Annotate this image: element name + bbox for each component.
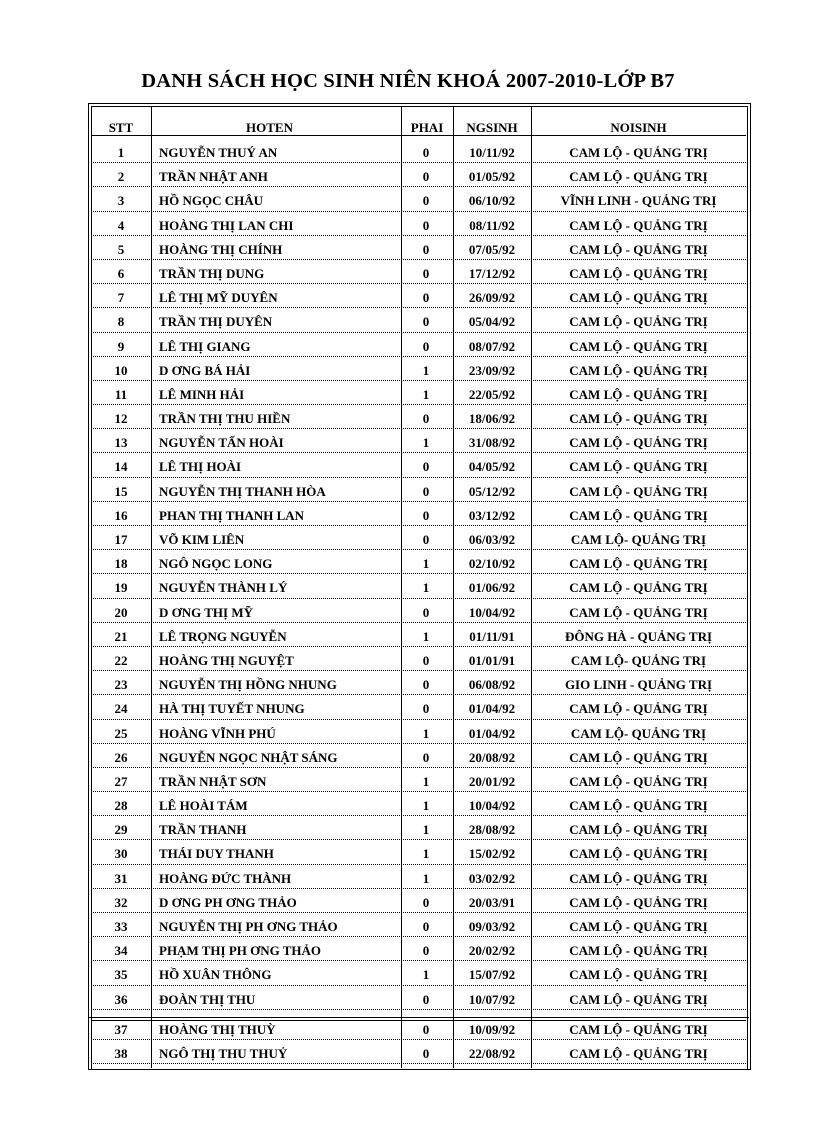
student-birthdate: 04/05/92 <box>468 459 516 475</box>
student-birthplace: ĐÔNG HÀ - QUẢNG TRỊ <box>564 628 713 644</box>
table-row <box>91 819 746 843</box>
student-gender: 1 <box>422 580 430 596</box>
dotted-leader <box>91 380 746 381</box>
dotted-leader <box>91 1063 746 1064</box>
dotted-leader <box>91 404 746 405</box>
student-gender: 0 <box>422 193 430 209</box>
dotted-leader <box>91 864 746 865</box>
student-name: NGÔ THỊ THU THUỶ <box>159 1045 288 1061</box>
table-row <box>91 166 746 190</box>
student-name: HOÀNG VĨNH PHÚ <box>159 725 276 741</box>
table-row <box>91 505 746 529</box>
table-row <box>91 650 746 674</box>
student-birthplace: CAM LỘ - QUẢNG TRỊ <box>569 241 708 257</box>
student-gender: 0 <box>422 1045 430 1061</box>
student-stt: 15 <box>114 483 128 499</box>
student-gender: 0 <box>422 338 430 354</box>
student-birthplace: CAM LỘ - QUẢNG TRỊ <box>569 991 708 1007</box>
student-gender: 0 <box>422 604 430 620</box>
student-gender: 1 <box>422 362 430 378</box>
table-row <box>91 311 746 335</box>
student-stt: 5 <box>117 241 125 257</box>
dotted-leader <box>91 1009 746 1010</box>
student-stt: 35 <box>114 967 128 983</box>
table-row <box>91 674 746 698</box>
student-stt: 20 <box>114 604 128 620</box>
student-birthdate: 01/06/92 <box>468 580 516 596</box>
student-birthplace: CAM LỘ- QUẢNG TRỊ <box>570 652 707 668</box>
student-birthdate: 10/04/92 <box>468 798 516 814</box>
table-row <box>91 456 746 480</box>
student-gender: 0 <box>422 1021 430 1037</box>
student-birthdate: 10/09/92 <box>468 1021 516 1037</box>
dotted-leader <box>91 477 746 478</box>
table-row <box>91 408 746 432</box>
table-row <box>91 892 746 916</box>
dotted-leader <box>91 598 746 599</box>
table-row <box>91 577 746 601</box>
student-name: HỒ XUÂN THÔNG <box>159 967 272 983</box>
student-birthplace: CAM LỘ - QUẢNG TRỊ <box>569 338 708 354</box>
dotted-leader <box>91 283 746 284</box>
dotted-leader <box>91 839 746 840</box>
table-row <box>91 529 746 553</box>
dotted-leader <box>91 646 746 647</box>
student-gender: 1 <box>422 967 430 983</box>
student-birthplace: CAM LỘ - QUẢNG TRỊ <box>569 411 708 427</box>
student-name: NGUYỄN TẤN HOÀI <box>159 435 284 451</box>
student-gender: 0 <box>422 894 430 910</box>
student-birthdate: 20/08/92 <box>468 749 516 765</box>
dotted-leader <box>91 332 746 333</box>
student-birthdate: 18/06/92 <box>468 411 516 427</box>
student-name: NGUYỄN THỊ THANH HÒA <box>159 483 326 499</box>
dotted-leader <box>91 743 746 744</box>
dotted-leader <box>91 767 746 768</box>
student-stt: 6 <box>117 265 125 281</box>
student-birthdate: 22/05/92 <box>468 386 516 402</box>
dotted-leader <box>91 501 746 502</box>
student-gender: 1 <box>422 556 430 572</box>
dotted-leader <box>91 670 746 671</box>
student-birthdate: 08/07/92 <box>468 338 516 354</box>
student-stt: 18 <box>114 556 128 572</box>
student-gender: 0 <box>422 701 430 717</box>
student-birthplace: CAM LỘ - QUẢNG TRỊ <box>569 435 708 451</box>
student-name: HOÀNG THỊ THUỲ <box>159 1021 276 1037</box>
table-row <box>91 1043 746 1067</box>
dotted-leader <box>91 259 746 260</box>
student-stt: 9 <box>117 338 125 354</box>
student-name: LÊ MINH HẢI <box>159 386 245 402</box>
student-name: D ƠNG BÁ HẢI <box>159 362 251 378</box>
dotted-leader <box>91 960 746 961</box>
student-gender: 1 <box>422 773 430 789</box>
table-row <box>91 747 746 771</box>
table-row <box>91 481 746 505</box>
student-gender: 0 <box>422 749 430 765</box>
student-birthdate: 26/09/92 <box>468 290 516 306</box>
student-name: TRẦN THỊ DUYÊN <box>159 314 273 330</box>
student-birthdate: 01/01/91 <box>468 652 516 668</box>
dotted-leader <box>91 791 746 792</box>
student-birthplace: CAM LỘ - QUẢNG TRỊ <box>569 507 708 523</box>
student-gender: 0 <box>422 241 430 257</box>
student-stt: 14 <box>114 459 128 475</box>
student-stt: 38 <box>114 1045 128 1061</box>
student-birthdate: 22/08/92 <box>468 1045 516 1061</box>
table-row <box>91 843 746 867</box>
student-stt: 11 <box>114 386 128 402</box>
student-stt: 37 <box>114 1021 128 1037</box>
student-name: LÊ HOÀI TÁM <box>159 798 248 814</box>
student-birthdate: 10/11/92 <box>469 145 515 160</box>
dotted-leader <box>91 573 746 574</box>
student-birthplace: CAM LỘ - QUẢNG TRỊ <box>569 604 708 620</box>
student-birthplace: CAM LỘ - QUẢNG TRỊ <box>569 846 708 862</box>
table-row <box>91 239 746 263</box>
student-name: TRẦN NHẬT SƠN <box>159 773 267 789</box>
student-stt: 24 <box>114 701 128 717</box>
student-birthplace: CAM LỘ - QUẢNG TRỊ <box>569 870 708 886</box>
student-birthdate: 06/10/92 <box>468 193 516 209</box>
student-stt: 26 <box>114 749 128 765</box>
student-stt: 34 <box>114 943 128 959</box>
student-name: D ƠNG THỊ MỸ <box>159 604 254 620</box>
dotted-leader <box>91 211 746 212</box>
table-row <box>91 626 746 650</box>
student-name: NGÔ NGỌC LONG <box>159 556 273 572</box>
student-stt: 25 <box>114 725 128 741</box>
student-stt: 33 <box>114 919 128 934</box>
header-phai: PHAI <box>410 120 444 135</box>
student-stt: 31 <box>114 870 128 886</box>
student-stt: 8 <box>117 314 125 330</box>
student-name: VÕ KIM LIÊN <box>159 532 245 547</box>
student-birthdate: 03/12/92 <box>468 507 516 523</box>
dotted-leader <box>91 936 746 937</box>
student-birthplace: CAM LỘ - QUẢNG TRỊ <box>569 217 708 233</box>
student-gender: 0 <box>422 943 430 959</box>
table-row <box>91 142 746 166</box>
table-row <box>91 190 746 214</box>
student-birthdate: 05/04/92 <box>468 314 516 330</box>
table-row <box>91 771 746 795</box>
table-row <box>91 989 746 1013</box>
student-name: TRẦN THỊ DUNG <box>159 265 265 281</box>
student-name: THÁI DUY THANH <box>159 846 274 862</box>
dotted-leader <box>91 428 746 429</box>
student-birthplace: GIO LINH - QUẢNG TRỊ <box>564 677 713 693</box>
dotted-leader <box>91 622 746 623</box>
table-row <box>91 263 746 287</box>
student-birthplace: CAM LỘ - QUẢNG TRỊ <box>569 1045 708 1061</box>
dotted-leader <box>91 888 746 889</box>
student-birthplace: CAM LỘ - QUẢNG TRỊ <box>569 967 708 983</box>
student-birthdate: 01/04/92 <box>468 725 516 741</box>
student-stt: 19 <box>114 580 128 596</box>
student-stt: 22 <box>114 652 128 668</box>
student-birthdate: 02/10/92 <box>468 556 516 572</box>
table-row <box>91 964 746 988</box>
student-name: HOÀNG THỊ NGUYỆT <box>159 652 294 668</box>
student-birthdate: 05/12/92 <box>468 483 516 499</box>
student-name: NGUYỄN THỊ PH ƠNG THẢO <box>159 919 338 934</box>
table-row <box>91 432 746 456</box>
student-gender: 0 <box>422 483 430 499</box>
student-stt: 13 <box>114 435 128 451</box>
student-gender: 1 <box>422 725 430 741</box>
table-row <box>91 360 746 384</box>
student-stt: 7 <box>117 290 125 306</box>
student-stt: 2 <box>117 169 125 185</box>
student-birthdate: 20/02/92 <box>468 943 516 959</box>
student-birthplace: CAM LỘ - QUẢNG TRỊ <box>569 386 708 402</box>
dotted-leader <box>91 912 746 913</box>
student-stt: 23 <box>114 677 128 693</box>
student-birthplace: CAM LỘ - QUẢNG TRỊ <box>569 362 708 378</box>
student-birthplace: CAM LỘ - QUẢNG TRỊ <box>569 580 708 596</box>
student-name: TRẦN THANH <box>159 822 247 838</box>
dotted-leader <box>91 815 746 816</box>
student-gender: 0 <box>422 217 430 233</box>
student-birthplace: CAM LỘ - QUẢNG TRỊ <box>569 943 708 959</box>
student-birthdate: 07/05/92 <box>468 241 516 257</box>
dotted-leader <box>91 186 746 187</box>
student-gender: 0 <box>422 265 430 281</box>
student-gender: 0 <box>422 314 430 330</box>
student-stt: 17 <box>114 532 128 547</box>
dotted-leader <box>91 985 746 986</box>
student-name: HOÀNG ĐỨC THÀNH <box>159 870 292 886</box>
student-gender: 0 <box>422 411 430 427</box>
student-stt: 12 <box>114 411 128 427</box>
student-stt: 4 <box>117 217 125 233</box>
student-gender: 0 <box>422 532 430 547</box>
student-name: HỒ NGỌC CHÂU <box>159 193 263 209</box>
student-birthplace: CAM LỘ - QUẢNG TRỊ <box>569 894 708 910</box>
student-name: PHAN THỊ THANH LAN <box>159 507 305 523</box>
table-row <box>91 1019 746 1043</box>
table-row <box>91 384 746 408</box>
page-title: DANH SÁCH HỌC SINH NIÊN KHOÁ 2007-2010-LỚP B7 <box>141 70 675 92</box>
student-birthplace: CAM LỘ - QUẢNG TRỊ <box>569 773 708 789</box>
student-birthdate: 10/04/92 <box>468 604 516 620</box>
table-row <box>91 916 746 940</box>
student-stt: 1 <box>117 145 125 160</box>
student-name: TRẦN THỊ THU HIỀN <box>159 411 291 427</box>
student-name: LÊ THỊ GIANG <box>159 338 251 354</box>
dotted-leader <box>91 307 746 308</box>
student-stt: 16 <box>114 507 128 523</box>
student-birthdate: 20/01/92 <box>468 773 516 789</box>
table-row <box>91 868 746 892</box>
student-birthplace: CAM LỘ - QUẢNG TRỊ <box>569 265 708 281</box>
student-birthplace: CAM LỘ - QUẢNG TRỊ <box>569 290 708 306</box>
student-gender: 0 <box>422 652 430 668</box>
student-gender: 1 <box>422 846 430 862</box>
student-stt: 29 <box>114 822 128 838</box>
student-birthdate: 31/08/92 <box>468 435 516 451</box>
student-gender: 0 <box>422 459 430 475</box>
student-gender: 0 <box>422 677 430 693</box>
student-name: HOÀNG THỊ LAN CHI <box>159 217 294 233</box>
student-name: NGUYỄN THÀNH LÝ <box>159 580 288 596</box>
student-gender: 1 <box>422 870 430 886</box>
student-birthdate: 23/09/92 <box>468 362 516 378</box>
student-birthdate: 01/05/92 <box>468 169 516 185</box>
student-birthplace: CAM LỘ - QUẢNG TRỊ <box>569 483 708 499</box>
student-birthdate: 15/07/92 <box>468 967 516 983</box>
table-row <box>91 553 746 577</box>
student-stt: 32 <box>114 894 128 910</box>
student-name: NGUYỄN THỊ HỒNG NHUNG <box>159 677 337 693</box>
student-gender: 0 <box>422 290 430 306</box>
student-birthdate: 09/03/92 <box>468 919 516 934</box>
student-gender: 1 <box>422 822 430 838</box>
student-gender: 0 <box>422 991 430 1007</box>
student-stt: 3 <box>117 193 125 209</box>
student-name: LÊ THỊ HOÀI <box>159 459 242 475</box>
student-name: LÊ THỊ MỸ DUYÊN <box>159 290 278 306</box>
student-birthplace: CAM LỘ - QUẢNG TRỊ <box>569 749 708 765</box>
student-birthdate: 01/11/91 <box>469 628 515 644</box>
student-birthplace: CAM LỘ - QUẢNG TRỊ <box>569 314 708 330</box>
student-birthplace: CAM LỘ- QUẢNG TRỊ <box>570 532 707 547</box>
dotted-leader <box>91 694 746 695</box>
student-name: D ƠNG PH ƠNG THẢO <box>159 894 297 910</box>
student-birthdate: 17/12/92 <box>468 265 516 281</box>
student-gender: 0 <box>422 507 430 523</box>
student-list <box>91 142 746 1061</box>
student-birthdate: 10/07/92 <box>468 991 516 1007</box>
student-birthplace: CAM LỘ - QUẢNG TRỊ <box>569 459 708 475</box>
student-birthdate: 08/11/92 <box>469 217 515 233</box>
student-name: LÊ TRỌNG NGUYỄN <box>159 628 287 644</box>
dotted-leader <box>91 719 746 720</box>
student-name: NGUYỄN NGỌC NHẬT SÁNG <box>159 749 338 765</box>
student-birthdate: 20/03/91 <box>468 894 516 910</box>
dotted-leader <box>91 162 746 163</box>
student-gender: 1 <box>422 628 430 644</box>
header-hoten: HOTEN <box>246 120 293 135</box>
header-noisinh: NOISINH <box>610 120 667 135</box>
student-stt: 27 <box>114 773 128 789</box>
student-name: NGUYỄN THUÝ AN <box>159 145 278 160</box>
student-birthdate: 06/08/92 <box>468 677 516 693</box>
table-row <box>91 795 746 819</box>
dotted-leader <box>91 452 746 453</box>
student-stt: 36 <box>114 991 128 1007</box>
student-gender: 0 <box>422 145 430 160</box>
dotted-leader <box>91 549 746 550</box>
table-row <box>91 287 746 311</box>
student-stt: 10 <box>114 362 128 378</box>
table-row <box>91 602 746 626</box>
student-gender: 0 <box>422 919 430 934</box>
student-birthplace: CAM LỘ - QUẢNG TRỊ <box>569 919 708 934</box>
student-birthplace: CAM LỘ - QUẢNG TRỊ <box>569 822 708 838</box>
student-birthdate: 01/04/92 <box>468 701 516 717</box>
dotted-leader <box>91 525 746 526</box>
student-birthdate: 28/08/92 <box>468 822 516 838</box>
student-gender: 1 <box>422 386 430 402</box>
table-header <box>91 120 746 136</box>
header-stt: STT <box>108 120 134 135</box>
student-birthdate: 15/02/92 <box>468 846 516 862</box>
student-birthplace: CAM LỘ- QUẢNG TRỊ <box>570 725 707 741</box>
dotted-leader <box>91 235 746 236</box>
table-row <box>91 723 746 747</box>
student-birthplace: CAM LỘ - QUẢNG TRỊ <box>569 169 708 185</box>
header-ngsinh: NGSINH <box>466 120 518 135</box>
student-birthplace: CAM LỘ - QUẢNG TRỊ <box>569 145 708 160</box>
student-birthplace: CAM LỘ - QUẢNG TRỊ <box>569 701 708 717</box>
student-name: PHẠM THỊ PH ƠNG THẢO <box>159 943 322 959</box>
dotted-leader <box>91 356 746 357</box>
table-row <box>91 336 746 360</box>
student-name: HÀ THỊ TUYẾT NHUNG <box>159 701 305 717</box>
student-name: TRẦN NHẬT ANH <box>159 169 268 185</box>
student-birthplace: CAM LỘ - QUẢNG TRỊ <box>569 556 708 572</box>
dotted-leader <box>91 1039 746 1040</box>
student-name: ĐOÀN THỊ THU <box>159 991 256 1007</box>
student-name: HOÀNG THỊ CHÍNH <box>159 241 283 257</box>
student-birthplace: CAM LỘ - QUẢNG TRỊ <box>569 1021 708 1037</box>
table-row <box>91 940 746 964</box>
student-gender: 1 <box>422 798 430 814</box>
student-stt: 30 <box>114 846 128 862</box>
student-gender: 1 <box>422 435 430 451</box>
table-row <box>91 698 746 722</box>
student-birthdate: 06/03/92 <box>468 532 516 547</box>
student-gender: 0 <box>422 169 430 185</box>
table-row <box>91 215 746 239</box>
student-stt: 21 <box>114 628 128 644</box>
student-stt: 28 <box>114 798 128 814</box>
student-birthplace: CAM LỘ - QUẢNG TRỊ <box>569 798 708 814</box>
student-birthplace: VĨNH LINH - QUẢNG TRỊ <box>560 193 717 209</box>
student-birthdate: 03/02/92 <box>468 870 516 886</box>
